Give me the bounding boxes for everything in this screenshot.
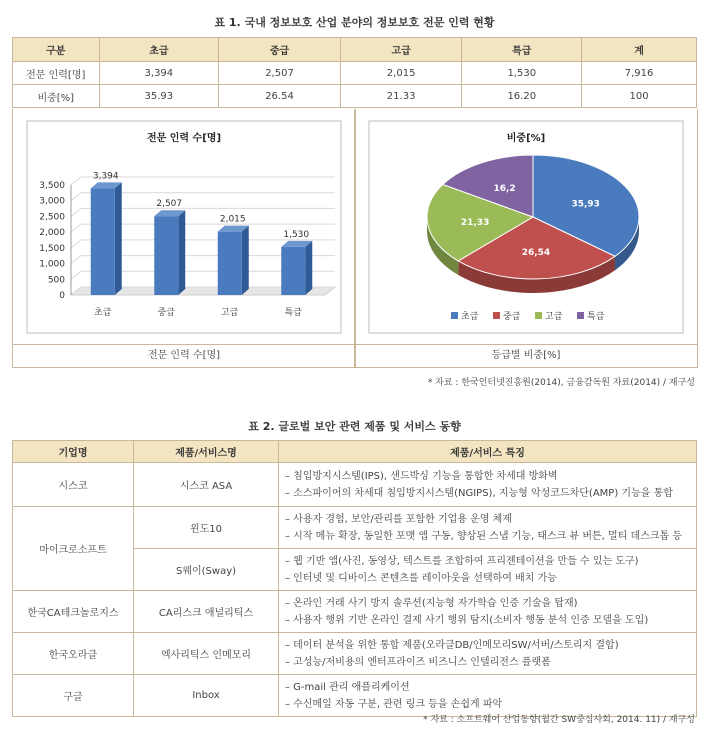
- y-tick-label: 500: [47, 275, 65, 286]
- table-row: [13, 633, 697, 675]
- y-tick-label: 1,500: [39, 243, 65, 254]
- bar-side: [242, 226, 249, 295]
- pie-data-label: 26,54: [521, 248, 551, 259]
- feature-line: – 침입방지시스템(IPS), 샌드박싱 기능을 통합한 차세대 방화벽: [285, 470, 558, 482]
- bar-data-label: 3,394: [92, 171, 119, 182]
- legend-label: 고급: [545, 312, 563, 322]
- features-cell: [279, 675, 697, 717]
- bar-chart: [13, 109, 355, 344]
- legend-swatch: [493, 312, 500, 319]
- table2-caption: 표 2. 글로벌 보안 관련 제품 및 서비스 동향: [248, 420, 461, 433]
- features-cell: [279, 549, 697, 591]
- bar-chart-panel: [12, 109, 356, 345]
- t2-header-product: 제품/서비스명: [134, 441, 279, 463]
- bar-side: [115, 182, 122, 295]
- bar: [281, 247, 305, 295]
- t1-cell: 16.20: [462, 85, 582, 108]
- table2-source-note: * 자료 : 소프트웨어 산업동향(월간 SW중심사회, 2014. 11) / 재구성: [423, 715, 695, 725]
- feature-line: – 온라인 거래 사기 방지 솔루션(지능형 자가학습 인증 기술을 탑재): [285, 597, 578, 609]
- y-tick-label: 2,500: [39, 212, 65, 223]
- pie-chart-label: 등급별 비중[%]: [354, 344, 698, 368]
- t1-cell: 7,916: [582, 62, 697, 85]
- product-cell: Inbox: [134, 675, 279, 717]
- y-tick-label: 1,000: [39, 259, 65, 270]
- t1-cell: 21.33: [340, 85, 462, 108]
- t2-header-features: 제품/서비스 특징: [279, 441, 697, 463]
- feature-line: – 데이터 분석을 위한 통합 제품(오라클DB/인메모리SW/서버/스토리지 결합): [285, 639, 619, 651]
- legend-label: 초급: [461, 312, 479, 322]
- features-cell: [279, 633, 697, 675]
- table-row: [13, 591, 697, 633]
- company-cell: 한국오라클: [13, 633, 134, 675]
- bar: [91, 188, 115, 295]
- features-cell: [279, 591, 697, 633]
- legend-label: 중급: [503, 312, 521, 322]
- t1-cell: 1,530: [462, 62, 582, 85]
- legend-swatch: [535, 312, 542, 319]
- chart-title: 전문 인력 수[명]: [146, 133, 222, 144]
- pie-data-label: 21,33: [460, 217, 490, 228]
- legend-swatch: [577, 312, 584, 319]
- bar-data-label: 1,530: [283, 229, 310, 240]
- t1-header-0: 구분: [13, 38, 100, 62]
- t1-header-2: 중급: [219, 38, 341, 62]
- company-cell: 시스코: [13, 463, 134, 507]
- feature-line: – 소스파이어의 차세대 침입방지시스템(NGIPS), 지능형 악성코드차단(AMP) 기능을 통합: [285, 487, 673, 499]
- t1-cell: 3,394: [99, 62, 219, 85]
- y-tick-label: 3,500: [39, 181, 65, 191]
- t1-cell: 35.93: [99, 85, 219, 108]
- chart-title: 비중[%]: [506, 133, 546, 144]
- t1-cell: 100: [582, 85, 697, 108]
- product-cell: CA리스크 애널리틱스: [134, 591, 279, 633]
- x-tick-label: 특급: [284, 308, 302, 318]
- t1-cell: 2,015: [340, 62, 462, 85]
- pie-data-label: 35,93: [571, 199, 600, 210]
- bar-side: [178, 210, 185, 295]
- table1: [12, 37, 697, 108]
- pie-chart-panel: [354, 109, 698, 345]
- bar-data-label: 2,507: [156, 199, 183, 210]
- product-cell: S웨이(Sway): [134, 549, 279, 591]
- feature-line: – 고성능/저비용의 엔터프라이즈 비즈니스 인텔리전스 플랫폼: [285, 656, 551, 668]
- feature-line: – 시작 메뉴 확장, 동일한 포맷 앱 구동, 향상된 스냅 기능, 태스크 뷰 버튼, 멀티 데스크톱 등: [285, 530, 683, 542]
- bar: [154, 216, 178, 295]
- t2-header-company: 기업명: [13, 441, 134, 463]
- product-cell: 윈도10: [134, 507, 279, 549]
- product-cell: 시스코 ASA: [134, 463, 279, 507]
- t1-header-5: 계: [582, 38, 697, 62]
- t1-header-3: 고급: [340, 38, 462, 62]
- x-tick-label: 초급: [94, 308, 112, 318]
- bar: [218, 232, 242, 295]
- product-cell: 엑사리틱스 인메모리: [134, 633, 279, 675]
- pie-data-label: 16,2: [493, 184, 516, 195]
- feature-line: – 인터넷 및 디바이스 콘텐츠를 레이아웃을 선택하여 배치 가능: [285, 572, 557, 584]
- feature-line: – 웹 기반 앱(사진, 동영상, 텍스트를 조합하여 프리젠테이션을 만들 수 있는 도구): [285, 555, 639, 567]
- bar-chart-label: 전문 인력 수[명]: [12, 344, 356, 368]
- bar-data-label: 2,015: [219, 214, 246, 225]
- features-cell: [279, 463, 697, 507]
- x-tick-label: 고급: [221, 308, 239, 318]
- t1-cell: 전문 인력[명]: [13, 62, 100, 85]
- legend-swatch: [451, 312, 458, 319]
- t1-cell: 2,507: [219, 62, 341, 85]
- table-row: [13, 675, 697, 717]
- feature-line: – G-mail 관리 애플리케이션: [285, 681, 410, 693]
- company-cell: 마이크로소프트: [13, 507, 134, 591]
- feature-line: – 수신메일 자동 구분, 관련 링크 등을 손쉽게 파악: [285, 698, 503, 710]
- company-cell: 한국CA테크놀로지스: [13, 591, 134, 633]
- t1-cell: 26.54: [219, 85, 341, 108]
- table1-source-note: * 자료 : 한국인터넷진흥원(2014), 금융감독원 자료(2014) / 재구성: [427, 378, 695, 388]
- t1-header-4: 특급: [462, 38, 582, 62]
- bar-side: [305, 241, 312, 295]
- features-cell: [279, 507, 697, 549]
- t1-header-1: 초급: [99, 38, 219, 62]
- pie-chart: [355, 109, 697, 344]
- table2: [12, 440, 697, 717]
- table-row: [13, 507, 697, 549]
- y-tick-label: 3,000: [39, 196, 65, 207]
- y-tick-label: 0: [59, 291, 65, 301]
- table-row: [13, 463, 697, 507]
- table1-caption: 표 1. 국내 정보보호 산업 분야의 정보보호 전문 인력 현황: [214, 16, 495, 29]
- legend-label: 특급: [587, 312, 605, 322]
- x-tick-label: 중급: [157, 308, 175, 318]
- t1-cell: 비중[%]: [13, 85, 100, 108]
- feature-line: – 사용자 경험, 보안/관리를 포함한 기업용 운영 체제: [285, 513, 512, 525]
- y-tick-label: 2,000: [39, 228, 65, 239]
- company-cell: 구글: [13, 675, 134, 717]
- feature-line: – 사용자 행위 기반 온라인 결제 사기 행위 탐지(소비자 행동 분석 인증 모델을 도입): [285, 614, 649, 626]
